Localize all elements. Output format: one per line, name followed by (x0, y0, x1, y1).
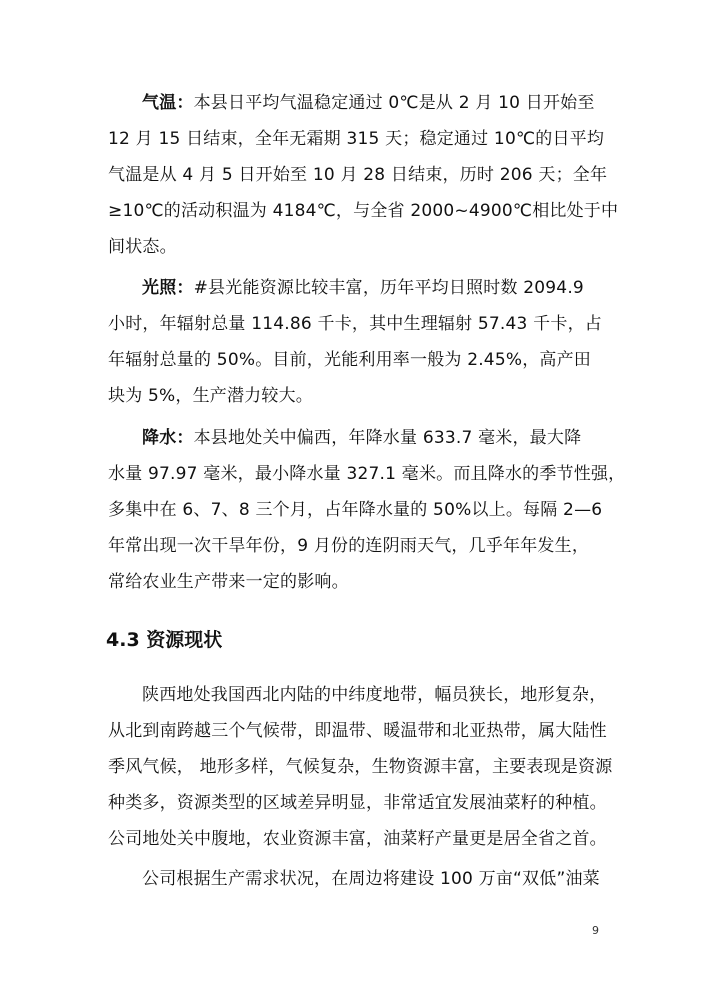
paragraph-line: 年常出现一次干旱年份，9 月份的连阴雨天气，几乎年年发生， (108, 536, 590, 556)
page-number: 9 (592, 924, 599, 937)
paragraph-line (142, 274, 584, 302)
sunlight-label: 光照： (142, 278, 194, 298)
paragraph-line: 常给农业生产带来一定的影响。 (108, 572, 349, 592)
resource-paragraph (108, 681, 613, 853)
paragraph-line: 种类多，资源类型的区域差异明显，非常适宜发展油菜籽的种植。 (108, 793, 607, 813)
precipitation-label: 降水： (142, 428, 194, 448)
paragraph-line: 气温是从 4 月 5 日开始至 10 月 28 日结束，历时 206 天；全年 (108, 165, 608, 185)
temperature-label: 气温： (142, 93, 194, 113)
paragraph-text: #县光能资源比较丰富，历年平均日照时数 2094.9 (193, 278, 584, 298)
paragraph-line: 间状态。 (108, 237, 177, 257)
paragraph-line: 水量 97.97 毫米，最小降水量 327.1 毫米。而且降水的季节性强， (108, 464, 626, 484)
paragraph-line: 季风气候， 地形多样，气候复杂，生物资源丰富，主要表现是资源 (108, 757, 613, 777)
paragraph-line: 公司地处关中腹地，农业资源丰富，油菜籽产量更是居全省之首。 (108, 829, 607, 849)
paragraph-line: 多集中在 6、7、8 三个月，占年降水量的 50%以上。每隔 2—6 (108, 500, 603, 520)
paragraph-line: 陕西地处我国西北内陆的中纬度地带，幅员狭长，地形复杂， (142, 685, 607, 705)
precipitation-paragraph (108, 424, 626, 596)
company-paragraph (108, 865, 600, 893)
paragraph-line: 年辐射总量的 50%。目前，光能利用率一般为 2.45%，高产田 (108, 350, 591, 370)
sunlight-paragraph (108, 274, 600, 410)
paragraph-line (142, 89, 595, 117)
paragraph-line: 12 月 15 日结束，全年无霜期 315 天；稳定通过 10℃的日平均 (108, 129, 605, 149)
temperature-paragraph (108, 89, 619, 261)
paragraph-line: 小时，年辐射总量 114.86 千卡，其中生理辐射 57.43 千卡，占 (108, 314, 602, 334)
paragraph-line: 块为 5%，生产潜力较大。 (108, 386, 313, 406)
paragraph-line: ≥10℃的活动积温为 4184℃，与全省 2000~4900℃相比处于中 (108, 201, 619, 221)
paragraph-line: 公司根据生产需求状况，在周边将建设 100 万亩“双低”油菜 (142, 869, 600, 889)
paragraph-text: 本县地处关中偏西，年降水量 633.7 毫米，最大降 (193, 428, 582, 448)
paragraph-line: 从北到南跨越三个气候带，即温带、暖温带和北亚热带，属大陆性 (108, 721, 607, 741)
section-heading: 4.3 资源现状 (106, 629, 223, 651)
paragraph-text: 本县日平均气温稳定通过 0℃是从 2 月 10 日开始至 (193, 93, 595, 113)
paragraph-line (142, 424, 581, 452)
